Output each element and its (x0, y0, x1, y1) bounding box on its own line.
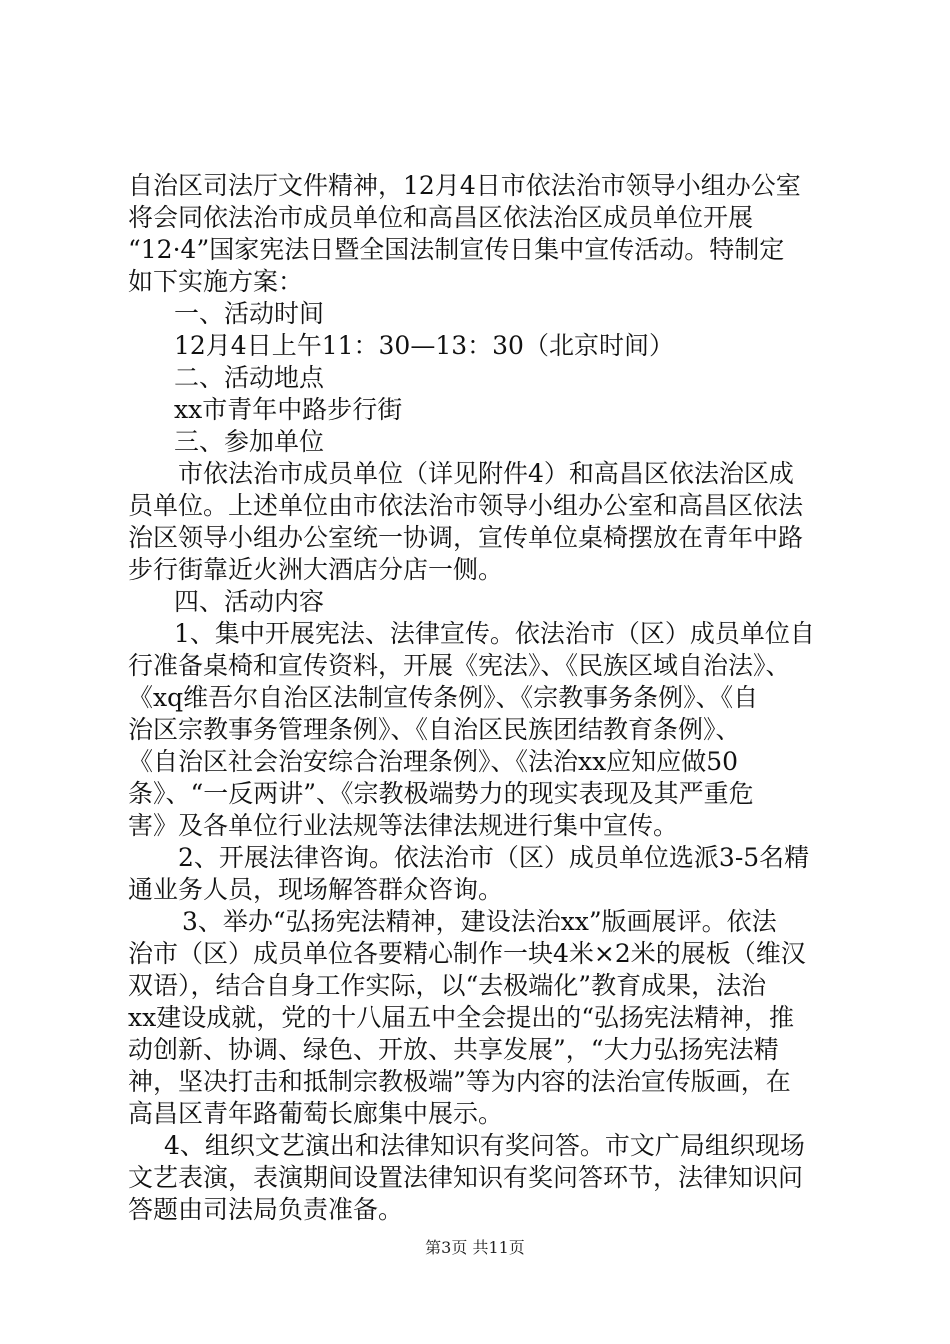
text-line: 高昌区青年路葡萄长廊集中展示。 (128, 1099, 504, 1128)
text-line: 治区宗教事务管理条例》、《自治区民族团结教育条例》、 (128, 715, 741, 744)
text-line: 1、集中开展宪法、法律宣传。依法治市（区）成员单位自 (174, 619, 815, 648)
text-line: 市依法治市成员单位（详见附件4）和高昌区依法治区成 (178, 459, 794, 488)
text-line: 二、活动地点 (174, 363, 325, 392)
text-line: 三、参加单位 (174, 427, 325, 456)
text-line: 通业务人员，现场解答群众咨询。 (128, 875, 504, 904)
text-line: 将会同依法治市成员单位和高昌区依法治区成员单位开展 (128, 203, 754, 232)
text-line: 治区领导小组办公室统一协调，宣传单位桌椅摆放在青年中路 (128, 523, 804, 552)
text-line: 文艺表演，表演期间设置法律知识有奖问答环节，法律知识问 (128, 1163, 804, 1192)
text-line: 害》及各单位行业法规等法律法规进行集中宣传。 (128, 811, 679, 840)
text-line: 行准备桌椅和宣传资料，开展《宪法》、《民族区域自治法》、 (128, 651, 791, 680)
text-line: 动创新、协调、绿色、开放、共享发展”，“大力弘扬宪法精 (128, 1035, 779, 1064)
page-footer: 第3页 共11页 (425, 1238, 525, 1257)
text-line: 答题由司法局负责准备。 (128, 1195, 404, 1224)
text-line: 4、组织文艺演出和法律知识有奖问答。市文广局组织现场 (164, 1131, 805, 1160)
document-body (128, 170, 838, 1226)
text-line: 3、举办“弘扬宪法精神，建设法治xx”版画展评。依法 (182, 907, 777, 936)
text-line: 员单位。上述单位由市依法治市领导小组办公室和高昌区依法 (128, 491, 804, 520)
text-line: 一、活动时间 (174, 299, 325, 328)
text-line: 《xq维吾尔自治区法制宣传条例》、《宗教事务条例》、《自 (128, 683, 759, 712)
text-line: 自治区司法厅文件精神，12月4日市依法治市领导小组办公室 (128, 171, 801, 200)
text-line: 四、活动内容 (174, 587, 325, 616)
text-line: 2、开展法律咨询。依法治市（区）成员单位选派3-5名精 (178, 843, 810, 872)
text-line: “12·4”国家宪法日暨全国法制宣传日集中宣传活动。特制定 (128, 235, 785, 264)
text-line: 条》、“一反两讲”、《宗教极端势力的现实表现及其严重危 (128, 779, 754, 808)
text-line: xx建设成就，党的十八届五中全会提出的“弘扬宪法精神，推 (128, 1003, 794, 1032)
text-line: 双语），结合自身工作实际，以“去极端化”教育成果，法治 (128, 971, 767, 1000)
text-line: 治市（区）成员单位各要精心制作一块4米×2米的展板（维汉 (128, 939, 806, 968)
text-line: 步行街靠近火洲大酒店分店一侧。 (128, 555, 504, 584)
text-line: 《自治区社会治安综合治理条例》、《法治xx应知应做50 (128, 747, 739, 776)
text-line: xx市青年中路步行街 (174, 395, 403, 424)
text-line: 神，坚决打击和抵制宗教极端”等为内容的法治宣传版画，在 (128, 1067, 791, 1096)
text-line: 12月4日上午11：30—13：30（北京时间） (174, 331, 674, 360)
text-line: 如下实施方案： (128, 267, 304, 296)
